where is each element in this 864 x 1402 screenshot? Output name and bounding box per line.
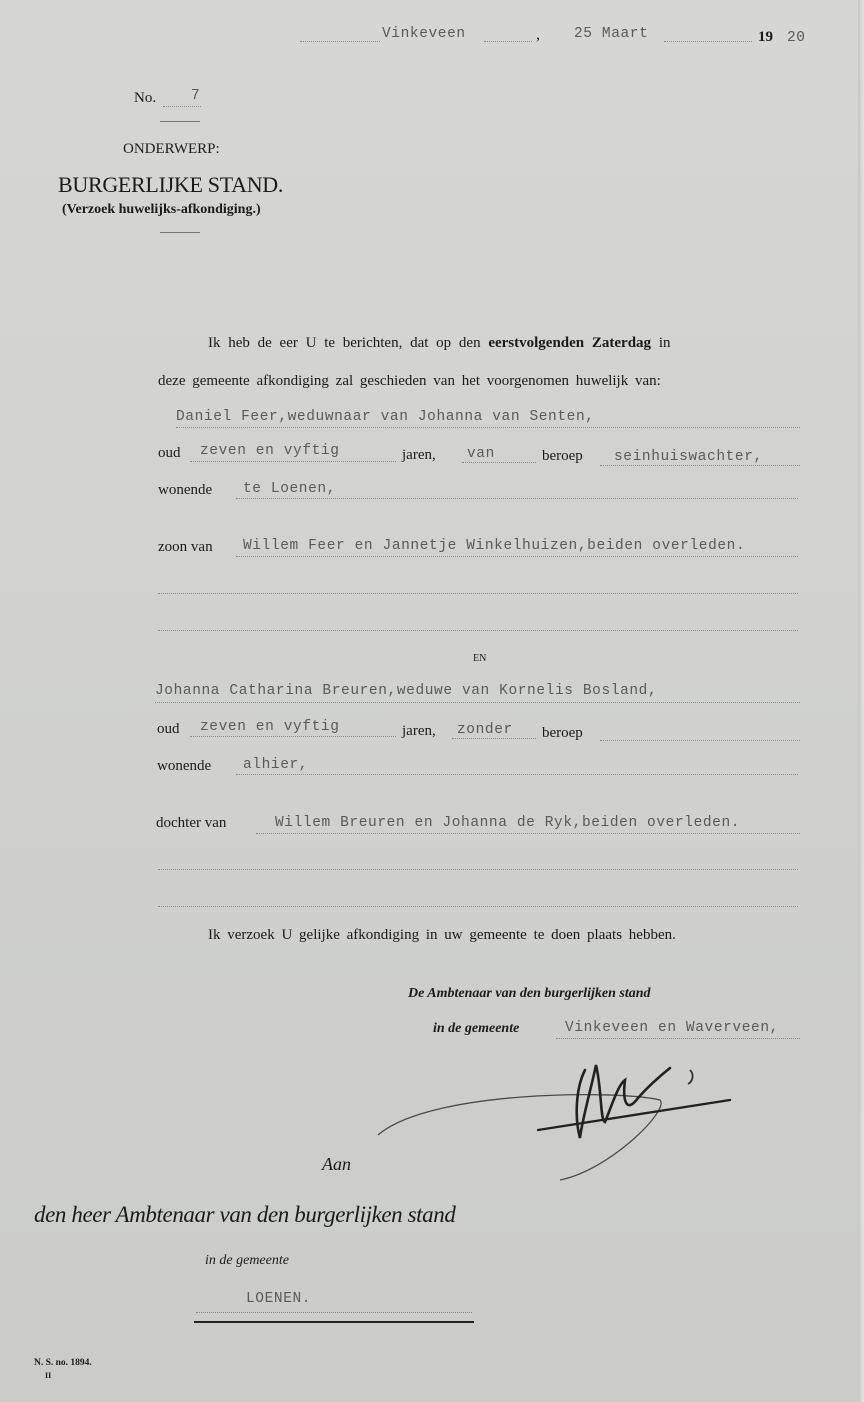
dotted-line	[236, 498, 798, 499]
intro-text	[208, 335, 670, 352]
intro-text-line2: deze gemeente afkondiging zal geschieden van het voorgenomen huwelijk van:	[158, 373, 661, 389]
dotted-line	[236, 556, 798, 557]
groom-age-label: oud	[158, 445, 181, 461]
date-comma: ,	[536, 26, 540, 43]
place-value: Vinkeveen	[382, 26, 466, 42]
dotted-line	[300, 41, 380, 42]
signature-flourish	[378, 1095, 661, 1180]
groom-occupation: seinhuiswachter,	[614, 449, 763, 465]
subject-label: ONDERWERP:	[123, 141, 220, 157]
dotted-line	[158, 630, 798, 631]
groom-age: zeven en vyftig	[200, 443, 340, 459]
year-suffix: 20	[787, 30, 806, 46]
dotted-line	[163, 106, 201, 107]
dotted-line	[256, 833, 800, 834]
dotted-line	[158, 593, 798, 594]
bride-name: Johanna Catharina Breuren,weduwe van Kornelis Bosland,	[155, 683, 658, 699]
signature-graphic	[370, 1050, 750, 1190]
en-separator: EN	[473, 653, 487, 664]
dotted-line	[190, 461, 396, 462]
address-underline	[194, 1321, 474, 1323]
recipient-municipality-label: in de gemeente	[205, 1253, 289, 1268]
signature-mark	[688, 1070, 693, 1084]
official-municipality-label: in de gemeente	[433, 1021, 520, 1036]
dotted-line	[484, 41, 532, 42]
bride-years-label: jaren,	[402, 723, 436, 739]
groom-name: Daniel Feer,weduwnaar van Johanna van Senten,	[176, 409, 595, 425]
bride-age: zeven en vyftig	[200, 719, 340, 735]
dotted-line	[452, 738, 536, 739]
bride-parents-label: dochter van	[156, 815, 227, 831]
groom-parents: Willem Feer en Jannetje Winkelhuizen,beiden overleden.	[243, 538, 746, 554]
groom-residence: te Loenen,	[243, 481, 337, 497]
number-value: 7	[191, 88, 201, 104]
dotted-line	[600, 465, 800, 466]
request-text: Ik verzoek U gelijke afkondiging in uw gemeente te doen plaats hebben.	[208, 927, 676, 943]
date-value: 25 Maart	[574, 26, 649, 42]
intro-start: Ik heb de eer U te berichten, dat op den	[208, 335, 481, 351]
dotted-line	[196, 1312, 472, 1313]
bride-age-label: oud	[157, 721, 180, 737]
bride-occupation-label: beroep	[542, 725, 583, 741]
dotted-line	[190, 736, 396, 737]
subject-title: BURGERLIJKE STAND.	[58, 172, 284, 197]
dotted-line	[155, 702, 800, 703]
separator	[160, 121, 200, 122]
year-prefix: 19	[758, 29, 773, 45]
subject-subtitle: (Verzoek huwelijks-afkondiging.)	[62, 202, 261, 217]
dotted-line	[600, 740, 800, 741]
number-label: No.	[134, 90, 157, 106]
intro-bold: eerstvolgenden Zaterdag	[488, 335, 652, 351]
bride-residence: alhier,	[243, 757, 309, 773]
signature-stroke	[577, 1065, 670, 1138]
dotted-line	[158, 906, 798, 907]
bride-parents: Willem Breuren en Johanna de Ryk,beiden overleden.	[275, 815, 741, 831]
form-sub: II	[45, 1371, 52, 1380]
dotted-line	[556, 1038, 800, 1039]
signature-underline	[538, 1100, 730, 1130]
bride-zonder: zonder	[457, 722, 513, 738]
official-role: De Ambtenaar van den burgerlijken stand	[408, 986, 651, 1001]
intro-end: in	[658, 335, 671, 351]
page-edge	[858, 0, 864, 1402]
groom-residence-label: wonende	[158, 482, 213, 498]
recipient-aan: Aan	[322, 1154, 351, 1174]
recipient-title: den heer Ambtenaar van den burgerlijken stand	[34, 1202, 456, 1227]
groom-years-label: jaren,	[402, 447, 436, 463]
dotted-line	[176, 427, 800, 428]
dotted-line	[158, 869, 798, 870]
official-municipality: Vinkeveen en Waverveen,	[565, 1020, 779, 1036]
dotted-line	[236, 774, 798, 775]
form-number: N. S. no. 1894.	[34, 1358, 92, 1368]
groom-parents-label: zoon van	[158, 539, 213, 555]
separator	[160, 232, 200, 233]
bride-residence-label: wonende	[157, 758, 212, 774]
dotted-line	[664, 41, 752, 42]
dotted-line	[462, 462, 536, 463]
groom-van: van	[467, 446, 495, 462]
groom-occupation-label: beroep	[542, 448, 583, 464]
recipient-municipality: LOENEN.	[246, 1291, 312, 1307]
